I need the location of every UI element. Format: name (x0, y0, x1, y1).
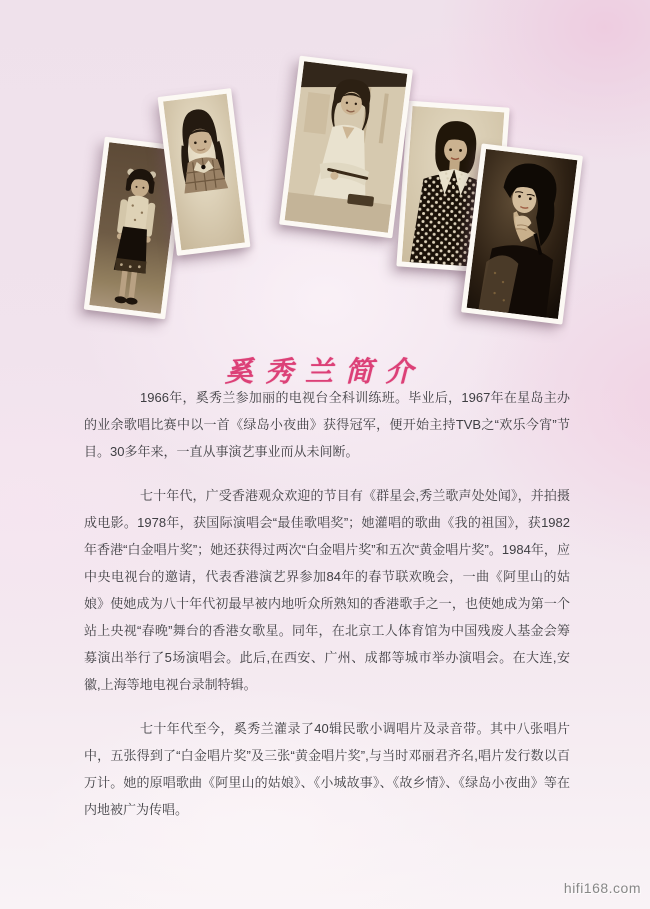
photo-glamour (461, 143, 583, 324)
biography-text (84, 384, 570, 840)
page-title: 奚秀兰简介 (224, 356, 425, 388)
photo-fan-collage (0, 0, 650, 340)
glamour-portrait-image (467, 149, 578, 319)
bio-paragraph-2: 七十年代，广受香港观众欢迎的节目有《群星会,秀兰歌声处处闻》，并拍摄成电影。1978年，获国际演唱会“最佳歌唱奖”；她灌唱的歌曲《我的祖国》，获1982年香港“白金唱片奖”；她还获得过两次“白金唱片奖”和五次“黄金唱片奖”。1984年，应中央电视台的邀请，代表香港演艺界参加84年的春节联欢晚会，一曲《阿里山的姑娘》使她成为八十年代初最早被内地听众所熟知的香港歌手之一，也使她成为第一个站上央视“春晚”舞台的香港女歌星。同年，在北京工人体育馆为中国残废人基金会筹募演出举行了5场演唱会。此后,在西安、广州、成都等城市举办演唱会。在大连,安徽,上海等地电视台录制特辑。 (84, 488, 570, 692)
bio-paragraph-3: 七十年代至今，奚秀兰灌录了40辑民歌小调唱片及录音带。其中八张唱片中，五张得到了“白金唱片奖”及三张“黄金唱片奖”,与当时邓丽君齐名,唱片发行数以百万计。她的原唱歌曲《阿里山的姑娘》、《小城故事》、《故乡情》、《绿岛小夜曲》等在内地被广为传唱。 (84, 721, 570, 817)
photo-young-woman (279, 56, 413, 239)
young-woman-portrait-image (285, 61, 408, 232)
schoolgirl-portrait-image (163, 94, 245, 251)
watermark-hifi168: hifi168.com (563, 880, 641, 896)
bio-paragraph-1: 1966年，奚秀兰参加丽的电视台全科训练班。毕业后，1967年在星岛主办的业余歌唱比赛中以一首《绿岛小夜曲》获得冠军，便开始主持TVB之“欢乐今宵”节目。30多年来，一直从事演艺事业而从未间断。 (84, 390, 570, 459)
